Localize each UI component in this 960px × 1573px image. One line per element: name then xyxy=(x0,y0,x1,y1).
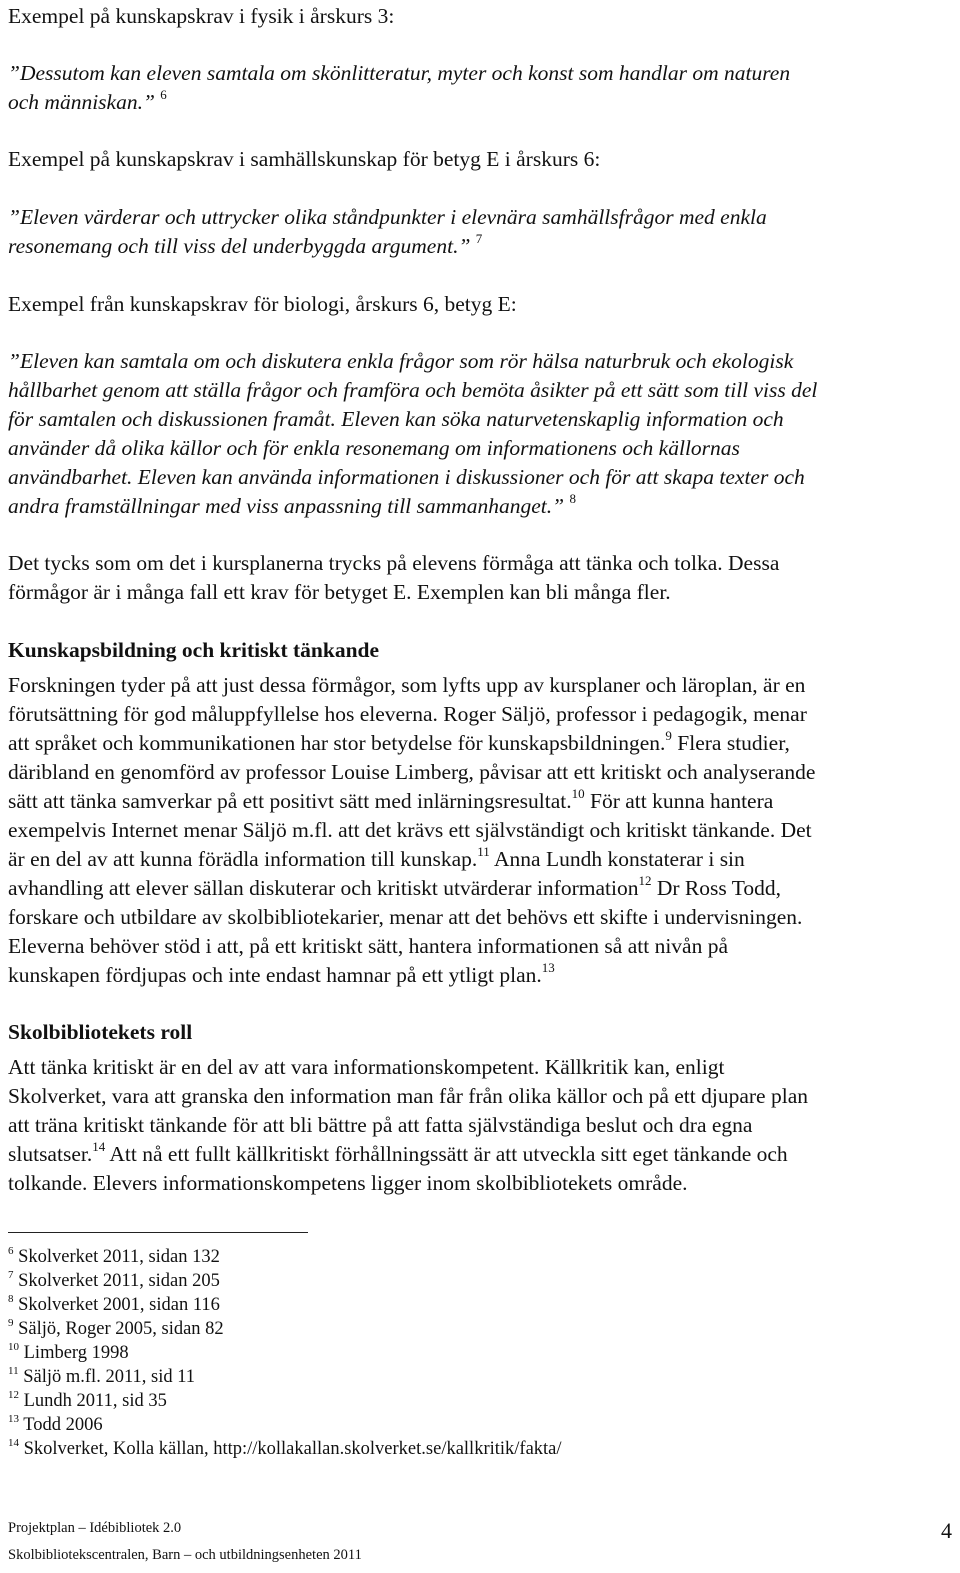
para-tycks-line-1: Det tycks som om det i kursplanerna trycks på elevens förmåga att tänka och tolka. Dessa xyxy=(8,551,780,575)
text-segment: Dr Ross Todd, xyxy=(651,876,781,900)
heading-skolbibliotekets-roll: Skolbibliotekets roll xyxy=(8,1020,193,1044)
footnote xyxy=(8,1413,103,1437)
footnote-ref-12[interactable]: 12 xyxy=(638,872,652,888)
quote-samhall-text: resonemang och till viss del underbyggda argument.” xyxy=(8,234,471,258)
footnote-text[interactable]: Skolverket, Kolla källan, http://kollakallan.skolverket.se/kallkritik/fakta/ xyxy=(19,1439,562,1459)
footnote xyxy=(8,1245,220,1269)
footnote-ref-11[interactable]: 11 xyxy=(477,843,490,859)
page-number: 4 xyxy=(941,1518,952,1543)
quote-biologi-line-3: för samtalen och diskussionen framåt. Eleven kan söka naturvetenskaplig information och xyxy=(8,407,784,431)
footnote-number: 10 xyxy=(8,1340,19,1353)
text-segment: Flera studier, xyxy=(671,731,790,755)
footnote-ref-8[interactable]: 8 xyxy=(569,490,576,506)
para-forskning-line-1: Forskningen tyder på att just dessa förmågor, som lyfts upp av kursplaner och läroplan, är en xyxy=(8,673,806,697)
para-forskning-line-2: förutsättning för god måluppfyllelse hos eleverna. Roger Säljö, professor i pedagogik, menar xyxy=(8,702,807,726)
footnote-text: Skolverket 2001, sidan 116 xyxy=(13,1295,220,1315)
footnote-number: 11 xyxy=(8,1364,19,1377)
footnote-ref-6[interactable]: 6 xyxy=(160,86,167,102)
footnote-number: 14 xyxy=(8,1436,19,1449)
para-forskning-line-5 xyxy=(8,787,952,816)
footnote xyxy=(8,1293,220,1317)
quote-samhall-line-1: ”Eleven värderar och uttrycker olika ståndpunkter i elevnära samhällsfrågor med enkla xyxy=(8,205,767,229)
para-forskning-line-6: exempelvis Internet menar Säljö m.fl. att det krävs ett självständigt och kritiskt tänkande. Det xyxy=(8,818,812,842)
footnote-number: 6 xyxy=(8,1244,14,1257)
quote-biologi-line-2: hållbarhet genom att ställa frågor och framföra och bemöta åsikter på ett sätt som till viss del xyxy=(8,378,818,402)
text-segment: Anna Lundh konstaterar i sin xyxy=(489,847,745,871)
text-segment: För att kunna hantera xyxy=(584,789,774,813)
footnote-link[interactable] xyxy=(8,1437,562,1461)
intro-samhall: Exempel på kunskapskrav i samhällskunskap för betyg E i årskurs 6: xyxy=(8,147,601,171)
footnote-text: Skolverket 2011, sidan 132 xyxy=(13,1247,220,1267)
footnote-ref-7[interactable]: 7 xyxy=(475,230,483,246)
footnote-text: Säljö, Roger 2005, sidan 82 xyxy=(13,1319,224,1339)
footnote-text: Limberg 1998 xyxy=(19,1343,129,1363)
intro-fysik: Exempel på kunskapskrav i fysik i årskurs 3: xyxy=(8,4,395,28)
quote-fysik-line-1: ”Dessutom kan eleven samtala om skönlitteratur, myter och konst som handlar om naturen xyxy=(8,61,791,85)
footnote xyxy=(8,1365,195,1389)
footnote xyxy=(8,1389,167,1413)
footnote-ref-13[interactable]: 13 xyxy=(541,959,555,975)
quote-biologi-line-6 xyxy=(8,492,952,521)
quote-biologi-line-5: användbarhet. Eleven kan använda informationen i diskussioner och för att skapa texter och xyxy=(8,465,805,489)
footnote-separator xyxy=(8,1232,308,1233)
para-skolbibliotek-line-3: att träna kritiskt tänkande för att bli bättre på att fatta självständiga beslut och dra egna xyxy=(8,1113,753,1137)
footnote-ref-10[interactable]: 10 xyxy=(571,785,585,801)
para-forskning-line-10: Eleverna behöver stöd i att, på ett kritiskt sätt, hantera informationen så att nivån på xyxy=(8,934,729,958)
para-forskning-line-3 xyxy=(8,729,952,758)
footnote-text: Todd 2006 xyxy=(19,1415,103,1435)
footnote-text: Lundh 2011, sid 35 xyxy=(19,1391,167,1411)
footnote xyxy=(8,1269,220,1293)
text-segment: Att nå ett fullt källkritiskt förhållningssätt är att utveckla sitt eget tänkande och xyxy=(105,1142,788,1166)
quote-biologi-line-1: ”Eleven kan samtala om och diskutera enkla frågor som rör hälsa naturbruk och ekologisk xyxy=(8,349,794,373)
footnote xyxy=(8,1341,129,1365)
quote-biologi-text: andra framställningar med viss anpassning till sammanhanget.” xyxy=(8,494,565,518)
text-segment: sätt att tänka samverkar på ett positivt sätt med inlärningsresultat. xyxy=(8,789,572,813)
footnote-ref-9[interactable]: 9 xyxy=(665,727,672,743)
footnote-text: Skolverket 2011, sidan 205 xyxy=(13,1271,220,1291)
para-forskning-line-11 xyxy=(8,961,952,990)
footnote xyxy=(8,1317,224,1341)
quote-fysik-line-2 xyxy=(8,88,952,117)
text-segment: är en del av att kunna förädla information till kunskap. xyxy=(8,847,478,871)
footnote-text: Säljö m.fl. 2011, sid 11 xyxy=(18,1367,196,1387)
footnote-number: 13 xyxy=(8,1412,19,1425)
footnote-number: 8 xyxy=(8,1292,14,1305)
footnote-number: 9 xyxy=(8,1316,14,1329)
text-segment: kunskapen fördjupas och inte endast hamnar på ett ytligt plan. xyxy=(8,963,542,987)
footnote-number: 7 xyxy=(8,1268,14,1281)
intro-biologi: Exempel från kunskapskrav för biologi, årskurs 6, betyg E: xyxy=(8,292,517,316)
para-skolbibliotek-line-4 xyxy=(8,1140,952,1169)
heading-kunskapsbildning: Kunskapsbildning och kritiskt tänkande xyxy=(8,638,380,662)
footer-organization: Skolbibliotekscentralen, Barn – och utbildningsenheten 2011 xyxy=(8,1547,362,1563)
para-forskning-line-8 xyxy=(8,874,952,903)
para-forskning-line-9: forskare och utbildare av skolbibliotekarier, menar att det behövs ett skifte i undervisningen. xyxy=(8,905,803,929)
text-segment: avhandling att elever sällan diskuterar och kritiskt utvärderar information xyxy=(8,876,639,900)
quote-biologi-line-4: använder då olika källor och för enkla resonemang om informationens och källornas xyxy=(8,436,740,460)
para-forskning-line-4: däribland en genomförd av professor Louise Limberg, påvisar att ett kritiskt och analyserande xyxy=(8,760,816,784)
footer-project-title: Projektplan – Idébibliotek 2.0 xyxy=(8,1520,182,1536)
quote-samhall-line-2 xyxy=(8,232,952,261)
text-segment: slutsatser. xyxy=(8,1142,93,1166)
footnote-ref-14[interactable]: 14 xyxy=(92,1138,106,1154)
para-skolbibliotek-line-1: Att tänka kritiskt är en del av att vara informationskompetent. Källkritik kan, enligt xyxy=(8,1055,725,1079)
para-tycks-line-2: förmågor är i många fall ett krav för betyget E. Exemplen kan bli många fler. xyxy=(8,580,671,604)
footnote-number: 12 xyxy=(8,1388,19,1401)
para-skolbibliotek-line-5: tolkande. Elevers informationskompetens ligger inom skolbibliotekets område. xyxy=(8,1171,688,1195)
quote-fysik-text: och människan.” xyxy=(8,90,155,114)
para-skolbibliotek-line-2: Skolverket, vara att granska den information man får från olika källor och på ett djupare plan xyxy=(8,1084,808,1108)
para-forskning-line-7 xyxy=(8,845,952,874)
text-segment: att språket och kommunikationen har stor betydelse för kunskapsbildningen. xyxy=(8,731,666,755)
